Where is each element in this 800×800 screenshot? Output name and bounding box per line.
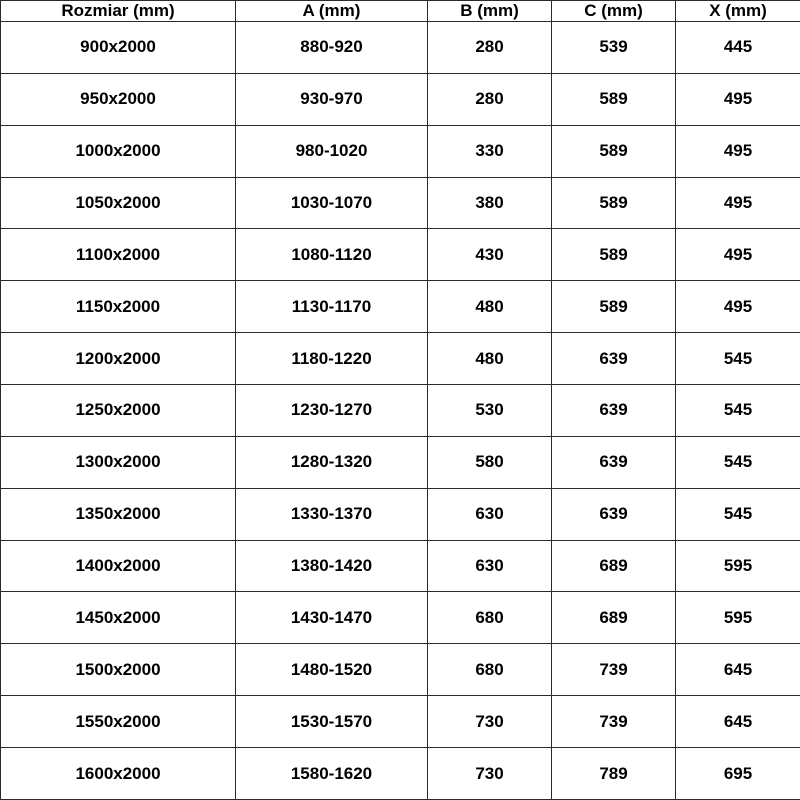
cell-b: 380	[428, 177, 552, 229]
table-row	[1, 73, 800, 125]
cell-x: 495	[676, 125, 800, 177]
cell-size: 1300x2000	[1, 436, 236, 488]
cell-a: 1530-1570	[236, 696, 428, 748]
cell-size: 1600x2000	[1, 748, 236, 800]
cell-size: 1000x2000	[1, 125, 236, 177]
cell-x: 545	[676, 488, 800, 540]
cell-size: 1250x2000	[1, 385, 236, 437]
column-header-b: B (mm)	[428, 1, 552, 22]
cell-x: 645	[676, 696, 800, 748]
cell-c: 639	[552, 385, 676, 437]
cell-a: 1280-1320	[236, 436, 428, 488]
cell-a: 1480-1520	[236, 644, 428, 696]
table-header-row	[1, 1, 800, 22]
table-row	[1, 22, 800, 74]
cell-x: 495	[676, 281, 800, 333]
cell-x: 495	[676, 73, 800, 125]
cell-size: 1050x2000	[1, 177, 236, 229]
cell-b: 480	[428, 281, 552, 333]
cell-a: 1430-1470	[236, 592, 428, 644]
cell-size: 1450x2000	[1, 592, 236, 644]
cell-a: 1080-1120	[236, 229, 428, 281]
column-header-c: C (mm)	[552, 1, 676, 22]
table-row	[1, 333, 800, 385]
cell-size: 1150x2000	[1, 281, 236, 333]
cell-a: 1180-1220	[236, 333, 428, 385]
cell-b: 630	[428, 488, 552, 540]
cell-c: 539	[552, 22, 676, 74]
cell-b: 430	[428, 229, 552, 281]
cell-size: 900x2000	[1, 22, 236, 74]
cell-b: 580	[428, 436, 552, 488]
cell-size: 950x2000	[1, 73, 236, 125]
cell-b: 680	[428, 592, 552, 644]
table-row	[1, 281, 800, 333]
cell-b: 280	[428, 22, 552, 74]
cell-a: 930-970	[236, 73, 428, 125]
cell-a: 1580-1620	[236, 748, 428, 800]
cell-a: 980-1020	[236, 125, 428, 177]
cell-b: 680	[428, 644, 552, 696]
cell-c: 639	[552, 333, 676, 385]
cell-b: 480	[428, 333, 552, 385]
cell-c: 689	[552, 540, 676, 592]
cell-c: 589	[552, 229, 676, 281]
cell-c: 739	[552, 644, 676, 696]
cell-b: 280	[428, 73, 552, 125]
cell-c: 589	[552, 125, 676, 177]
cell-size: 1400x2000	[1, 540, 236, 592]
cell-x: 495	[676, 177, 800, 229]
cell-c: 739	[552, 696, 676, 748]
table-row	[1, 436, 800, 488]
cell-x: 445	[676, 22, 800, 74]
cell-x: 495	[676, 229, 800, 281]
cell-a: 880-920	[236, 22, 428, 74]
cell-a: 1130-1170	[236, 281, 428, 333]
cell-a: 1030-1070	[236, 177, 428, 229]
cell-c: 589	[552, 177, 676, 229]
cell-b: 530	[428, 385, 552, 437]
cell-c: 789	[552, 748, 676, 800]
column-header-rozmiar: Rozmiar (mm)	[1, 1, 236, 22]
cell-x: 545	[676, 436, 800, 488]
cell-a: 1380-1420	[236, 540, 428, 592]
table-header	[1, 1, 800, 22]
table-row	[1, 125, 800, 177]
cell-size: 1350x2000	[1, 488, 236, 540]
cell-x: 545	[676, 385, 800, 437]
cell-c: 639	[552, 436, 676, 488]
cell-b: 630	[428, 540, 552, 592]
table-row	[1, 385, 800, 437]
cell-a: 1230-1270	[236, 385, 428, 437]
column-header-a: A (mm)	[236, 1, 428, 22]
table-body	[1, 22, 800, 800]
cell-c: 589	[552, 281, 676, 333]
cell-size: 1100x2000	[1, 229, 236, 281]
cell-a: 1330-1370	[236, 488, 428, 540]
cell-x: 695	[676, 748, 800, 800]
cell-c: 589	[552, 73, 676, 125]
cell-c: 689	[552, 592, 676, 644]
cell-b: 330	[428, 125, 552, 177]
table-row	[1, 644, 800, 696]
table-row	[1, 696, 800, 748]
cell-size: 1200x2000	[1, 333, 236, 385]
cell-c: 639	[552, 488, 676, 540]
cell-x: 645	[676, 644, 800, 696]
column-header-x: X (mm)	[676, 1, 800, 22]
table-row	[1, 177, 800, 229]
table-row	[1, 229, 800, 281]
cell-size: 1500x2000	[1, 644, 236, 696]
cell-x: 595	[676, 592, 800, 644]
cell-x: 545	[676, 333, 800, 385]
cell-size: 1550x2000	[1, 696, 236, 748]
table-row	[1, 592, 800, 644]
cell-x: 595	[676, 540, 800, 592]
cell-b: 730	[428, 748, 552, 800]
table-row	[1, 488, 800, 540]
table-row	[1, 748, 800, 800]
cell-b: 730	[428, 696, 552, 748]
table-row	[1, 540, 800, 592]
